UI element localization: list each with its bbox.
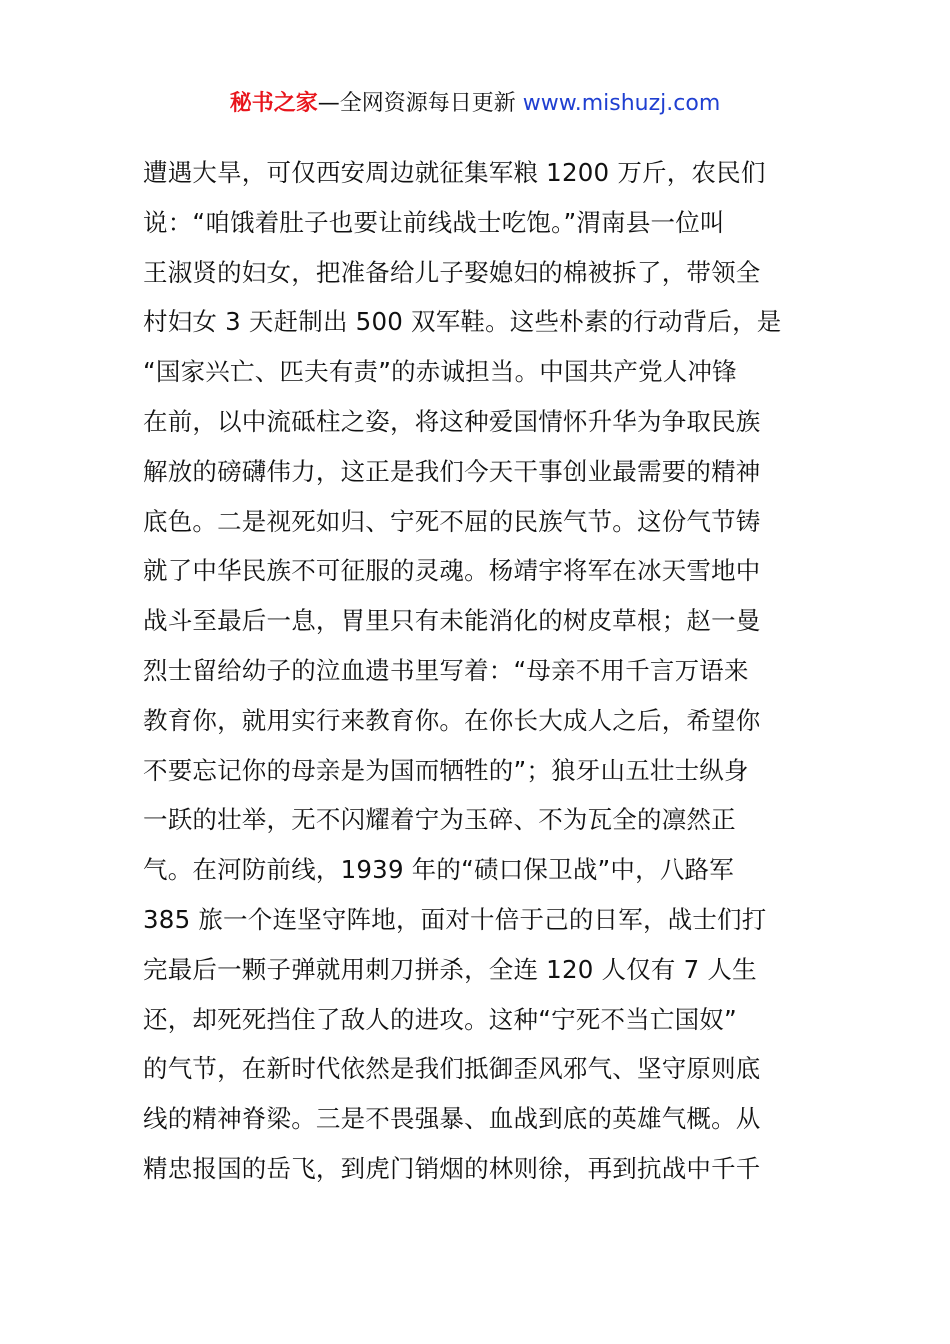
text-line: 线的精神脊梁。三是不畏强暴、血战到底的英雄气概。从 <box>143 1104 761 1134</box>
text-line: 王淑贤的妇女，把准备给儿子娶媳妇的棉被拆了，带领全 <box>143 257 761 287</box>
site-url-link[interactable]: www.mishuzj.com <box>522 91 721 116</box>
header-tagline: —全网资源每日更新 <box>317 91 516 116</box>
text-line: 说：“咱饿着肚子也要让前线战士吃饱。”渭南县一位叫 <box>143 207 725 237</box>
text-line: 遭遇大旱，可仅西安周边就征集军粮 1200 万斤，农民们 <box>143 158 766 187</box>
text-line: 教育你，就用实行来教育你。在你长大成人之后，希望你 <box>143 705 761 735</box>
text-line: 一跃的壮举，无不闪耀着宁为玉碎、不为瓦全的凛然正 <box>143 805 736 835</box>
text-line: 气。在河防前线，1939 年的“碛口保卫战”中，八路军 <box>143 855 734 885</box>
text-line: 在前，以中流砥柱之姿，将这种爱国情怀升华为争取民族 <box>143 406 761 436</box>
text-line: 精忠报国的岳飞，到虎门销烟的林则徐，再到抗战中千千 <box>143 1153 761 1183</box>
text-line: 解放的磅礴伟力，这正是我们今天干事创业最需要的精神 <box>143 456 761 486</box>
text-line: 烈士留给幼子的泣血遗书里写着：“母亲不用千言万语来 <box>143 655 749 685</box>
text-line: 完最后一颗子弹就用刺刀拼杀，全连 120 人仅有 7 人生 <box>143 954 757 984</box>
text-line: 战斗至最后一息，胃里只有未能消化的树皮草根；赵一曼 <box>143 606 761 636</box>
text-line: 的气节，在新时代依然是我们抵御歪风邪气、坚守原则底 <box>143 1054 761 1084</box>
text-line: 还，却死死挡住了敌人的进攻。这种“宁死不当亡国奴” <box>143 1004 737 1034</box>
text-line: 不要忘记你的母亲是为国而牺牲的”；狼牙山五壮士纵身 <box>143 755 749 785</box>
text-line: 底色。二是视死如归、宁死不屈的民族气节。这份气节铸 <box>143 506 761 536</box>
text-line: 就了中华民族不可征服的灵魂。杨靖宇将军在冰天雪地中 <box>143 556 761 586</box>
brand-name: 秘书之家 <box>229 91 318 116</box>
text-line: “国家兴亡、匹夫有责”的赤诚担当。中国共产党人冲锋 <box>143 357 737 387</box>
text-line: 村妇女 3 天赶制出 500 双军鞋。这些朴素的行动背后，是 <box>143 307 782 337</box>
text-line: 385 旅一个连坚守阵地，面对十倍于己的日军，战士们打 <box>143 904 767 934</box>
document-body <box>143 148 823 1194</box>
page-header <box>0 88 950 120</box>
